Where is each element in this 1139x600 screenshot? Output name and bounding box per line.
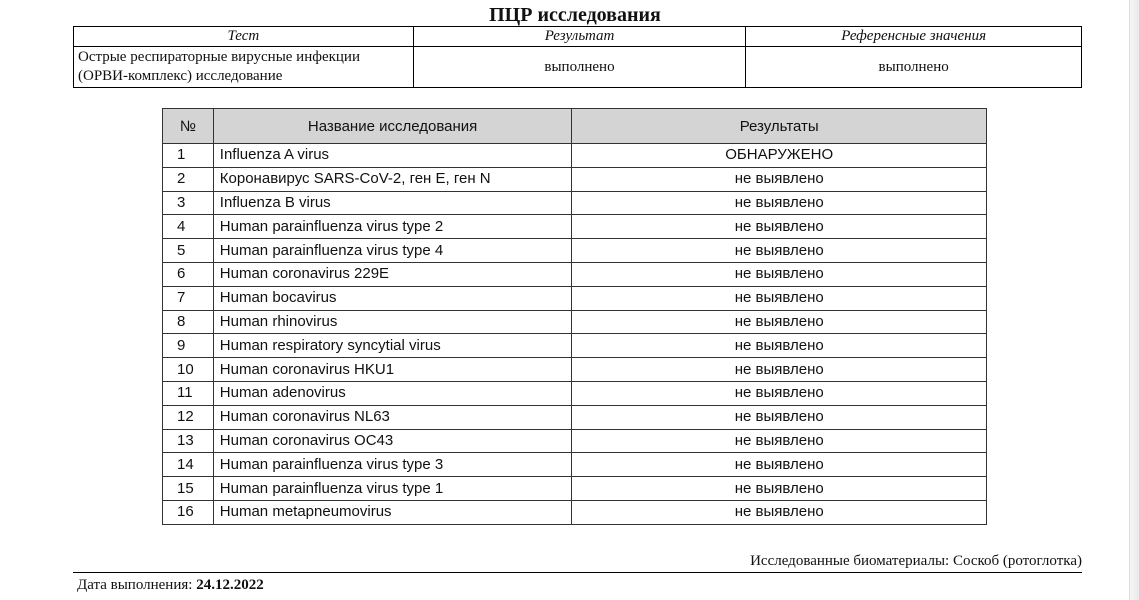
document-title: ПЦР исследования [489, 4, 661, 26]
row-name: Human respiratory syncytial virus [213, 334, 572, 358]
row-number: 16 [163, 500, 214, 524]
row-number: 8 [163, 310, 214, 334]
row-result: не выявлено [572, 286, 987, 310]
summary-header-test: Тест [74, 27, 414, 47]
row-result: не выявлено [572, 429, 987, 453]
row-number: 7 [163, 286, 214, 310]
table-row [163, 477, 987, 501]
row-number: 2 [163, 167, 214, 191]
row-result: ОБНАРУЖЕНО [572, 144, 987, 168]
summary-reference: выполнено [746, 47, 1082, 88]
row-name: Коронавирус SARS-CoV-2, ген E, ген N [213, 167, 572, 191]
row-result: не выявлено [572, 334, 987, 358]
row-name: Human coronavirus OC43 [213, 429, 572, 453]
execution-date-value: 24.12.2022 [196, 577, 264, 593]
results-table [162, 108, 987, 525]
row-number: 1 [163, 144, 214, 168]
table-row [163, 215, 987, 239]
results-header-row [163, 109, 987, 144]
table-row [163, 167, 987, 191]
row-name: Influenza B virus [213, 191, 572, 215]
execution-date-label: Дата выполнения: [77, 577, 197, 593]
row-result: не выявлено [572, 381, 987, 405]
row-number: 4 [163, 215, 214, 239]
summary-result: выполнено [413, 47, 746, 88]
table-row [163, 429, 987, 453]
table-row [163, 405, 987, 429]
row-result: не выявлено [572, 310, 987, 334]
row-name: Human bocavirus [213, 286, 572, 310]
row-name: Human parainfluenza virus type 3 [213, 453, 572, 477]
summary-header-result: Результат [413, 27, 746, 47]
execution-date [77, 576, 264, 594]
table-row [163, 500, 987, 524]
row-name: Influenza A virus [213, 144, 572, 168]
row-result: не выявлено [572, 500, 987, 524]
table-row [163, 144, 987, 168]
table-row [163, 286, 987, 310]
row-result: не выявлено [572, 239, 987, 263]
summary-row [74, 47, 1082, 88]
row-result: не выявлено [572, 477, 987, 501]
row-result: не выявлено [572, 215, 987, 239]
results-header-name: Название исследования [213, 109, 572, 144]
row-result: не выявлено [572, 262, 987, 286]
row-number: 5 [163, 239, 214, 263]
row-result: не выявлено [572, 167, 987, 191]
row-number: 9 [163, 334, 214, 358]
table-row [163, 310, 987, 334]
row-name: Human adenovirus [213, 381, 572, 405]
divider [73, 572, 1082, 573]
row-number: 3 [163, 191, 214, 215]
row-name: Human parainfluenza virus type 2 [213, 215, 572, 239]
table-row [163, 453, 987, 477]
table-row [163, 334, 987, 358]
row-result: не выявлено [572, 358, 987, 382]
row-name: Human rhinovirus [213, 310, 572, 334]
row-number: 13 [163, 429, 214, 453]
row-number: 15 [163, 477, 214, 501]
row-result: не выявлено [572, 191, 987, 215]
row-result: не выявлено [572, 405, 987, 429]
row-result: не выявлено [572, 453, 987, 477]
page-edge [1129, 0, 1139, 600]
row-name: Human parainfluenza virus type 1 [213, 477, 572, 501]
biomaterial-note: Исследованные биоматериалы: Соскоб (ротоглотка) [705, 552, 1082, 573]
table-row [163, 358, 987, 382]
row-number: 12 [163, 405, 214, 429]
table-row [163, 381, 987, 405]
row-name: Human coronavirus NL63 [213, 405, 572, 429]
results-header-number: № [163, 109, 214, 144]
results-header-result: Результаты [572, 109, 987, 144]
row-name: Human metapneumovirus [213, 500, 572, 524]
summary-test-name: Острые респираторные вирусные инфекции (ОРВИ-комплекс) исследование [74, 47, 414, 88]
table-row [163, 191, 987, 215]
row-number: 6 [163, 262, 214, 286]
row-name: Human coronavirus 229E [213, 262, 572, 286]
summary-table [73, 26, 1082, 88]
table-row [163, 262, 987, 286]
row-name: Human coronavirus HKU1 [213, 358, 572, 382]
row-number: 14 [163, 453, 214, 477]
row-number: 10 [163, 358, 214, 382]
summary-header-row [74, 27, 1082, 47]
row-number: 11 [163, 381, 214, 405]
table-row [163, 239, 987, 263]
summary-header-reference: Референсные значения [746, 27, 1082, 47]
row-name: Human parainfluenza virus type 4 [213, 239, 572, 263]
